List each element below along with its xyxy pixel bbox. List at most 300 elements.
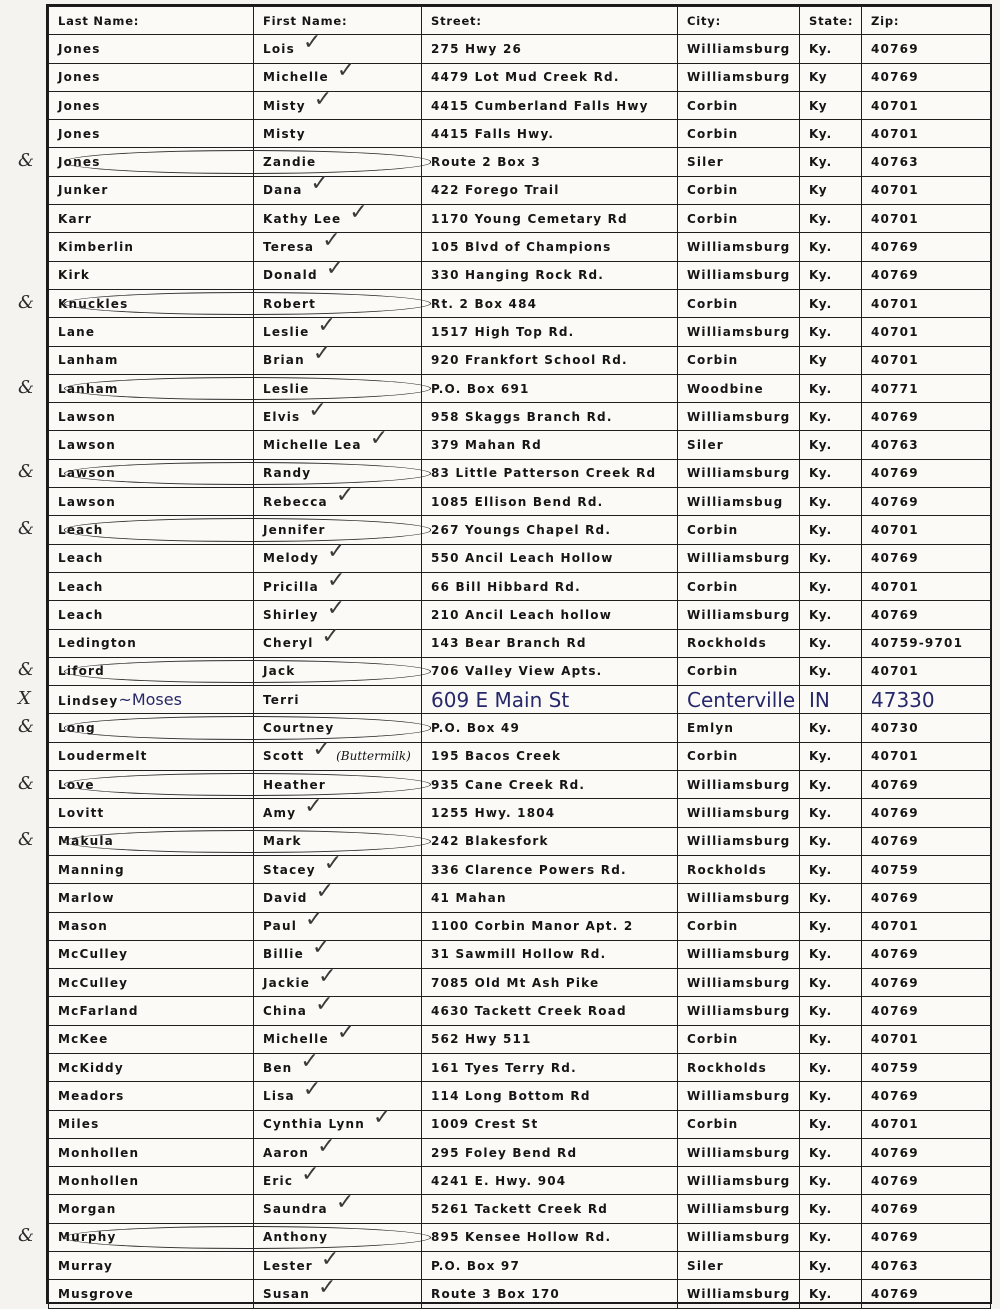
roster-body (49, 29, 991, 1308)
zip-text: 40769 (871, 947, 919, 962)
state-cell (800, 488, 862, 516)
checkmark-icon: ✓ (326, 595, 347, 621)
last-name-cell (49, 289, 254, 317)
checkmark-icon: ✓ (317, 312, 338, 338)
checkmark-icon: ✓ (335, 1190, 356, 1216)
last-name-text: Karr (58, 211, 93, 226)
margin-initial-mark: & (18, 291, 35, 313)
first-name-cell (254, 58, 422, 91)
zip-text: 40769 (871, 607, 919, 622)
last-name-cell (49, 35, 254, 63)
zip-text: 47330 (871, 687, 935, 712)
first-name-cell (254, 374, 422, 402)
zip-cell (862, 63, 991, 91)
street-cell (422, 884, 678, 912)
city-cell (678, 403, 800, 431)
first-name-cell (254, 771, 422, 799)
city-text: Williamsburg (687, 409, 791, 424)
street-cell (422, 120, 678, 148)
street-text: 920 Frankfort School Rd. (431, 353, 628, 368)
last-name-text: Long (58, 721, 96, 736)
first-name-cell (254, 312, 422, 346)
street-text: 379 Mahan Rd (431, 438, 542, 453)
state-cell (800, 289, 862, 317)
state-text: Ky. (809, 947, 833, 962)
first-name-text: Aaron (263, 1145, 310, 1160)
checkmark-icon: ✓ (311, 935, 332, 961)
zip-cell (862, 431, 991, 459)
table-row (49, 714, 991, 742)
street-cell (422, 431, 678, 459)
last-name-text: Makula (58, 834, 114, 849)
last-name-text: Lawson (58, 409, 116, 424)
street-cell (422, 940, 678, 968)
first-name-cell (254, 1048, 422, 1081)
header-state: State: (800, 7, 862, 35)
state-cell (800, 261, 862, 289)
checkmark-icon: ✓ (302, 29, 323, 55)
street-cell (422, 176, 678, 204)
table-row (49, 771, 991, 799)
city-text: Siler (687, 1258, 724, 1273)
zip-cell (862, 714, 991, 742)
last-name-cell (49, 997, 254, 1025)
roster-table (48, 6, 991, 1309)
state-text: Ky. (809, 155, 833, 170)
last-name-cell (49, 799, 254, 827)
last-name-text: Manning (58, 862, 125, 877)
last-name-text: Leach (58, 551, 104, 566)
zip-text: 40769 (871, 466, 919, 481)
last-name-text: McKiddy (58, 1060, 124, 1075)
state-text: Ky. (809, 805, 833, 820)
street-cell (422, 1110, 678, 1138)
city-text: Williamsburg (687, 1145, 791, 1160)
checkmark-icon: ✓ (313, 86, 334, 112)
first-name-cell (254, 256, 422, 289)
city-text: Corbin (687, 749, 739, 764)
city-text: Williamsburg (687, 890, 791, 905)
first-name-text: Brian (263, 353, 305, 368)
state-text: Ky. (809, 409, 833, 424)
state-text: Ky. (809, 749, 833, 764)
city-cell (678, 1252, 800, 1280)
last-name-cell (49, 403, 254, 431)
table-row (49, 233, 991, 261)
checkmark-icon: ✓ (301, 1161, 321, 1187)
zip-cell (862, 997, 991, 1025)
checkmark-icon: ✓ (315, 992, 335, 1018)
last-name-cell (49, 63, 254, 91)
state-cell (800, 686, 862, 714)
city-text: Woodbine (687, 381, 764, 396)
street-text: 5261 Tackett Creek Rd (431, 1202, 609, 1217)
first-name-cell (254, 1190, 422, 1223)
last-name-text: Lawson (58, 466, 116, 481)
street-text: 4479 Lot Mud Creek Rd. (431, 70, 620, 85)
zip-text: 40701 (871, 749, 919, 764)
first-name-text: Leslie (263, 324, 310, 339)
roster-sheet (46, 4, 992, 1304)
city-cell (678, 657, 800, 685)
city-cell (678, 572, 800, 600)
margin-initial-mark: & (18, 659, 35, 681)
last-name-text: Jones (58, 70, 101, 85)
zip-cell (862, 940, 991, 968)
state-text: Ky. (809, 919, 833, 934)
state-text: IN (809, 687, 830, 712)
checkmark-icon: ✓ (336, 58, 357, 84)
street-text: 4415 Cumberland Falls Hwy (431, 98, 649, 113)
state-text: Ky. (809, 268, 833, 283)
first-name-text: China (263, 1004, 308, 1019)
city-cell (678, 1053, 800, 1081)
zip-cell (862, 488, 991, 516)
city-cell (678, 997, 800, 1025)
street-text: 562 Hwy 511 (431, 1032, 532, 1047)
state-text: Ky. (809, 777, 833, 792)
state-cell (800, 912, 862, 940)
state-cell (800, 827, 862, 855)
city-text: Siler (687, 155, 724, 170)
street-text: P.O. Box 97 (431, 1258, 521, 1273)
city-cell (678, 318, 800, 346)
state-text: Ky. (809, 240, 833, 255)
state-text: Ky. (809, 834, 833, 849)
last-name-cell (49, 771, 254, 799)
last-name-cell (49, 148, 254, 176)
first-name-cell (254, 1020, 422, 1053)
zip-cell (862, 629, 991, 657)
header-zip: Zip: (862, 7, 991, 35)
last-name-cell (49, 431, 254, 459)
street-cell (422, 997, 678, 1025)
street-text: 4630 Tackett Creek Road (431, 1004, 627, 1019)
street-text: 1009 Crest St (431, 1117, 539, 1132)
last-name-text: Knuckles (58, 296, 129, 311)
last-name-cell (49, 969, 254, 997)
zip-text: 40769 (871, 834, 919, 849)
city-text: Williamsburg (687, 466, 791, 481)
street-cell (422, 544, 678, 572)
city-text: Williamsburg (687, 1088, 791, 1103)
street-cell (422, 374, 678, 402)
last-name-text: Jones (58, 41, 101, 56)
checkmark-icon: ✓ (312, 737, 333, 763)
street-text: 83 Little Patterson Creek Rd (431, 466, 657, 481)
street-text: 1517 High Top Rd. (431, 324, 575, 339)
state-cell (800, 997, 862, 1025)
first-name-cell (254, 426, 422, 459)
city-cell (678, 969, 800, 997)
street-text: 242 Blakesfork (431, 834, 549, 849)
city-cell (678, 516, 800, 544)
last-name-text: Jones (58, 126, 101, 141)
first-name-text: Randy (263, 466, 312, 481)
city-cell (678, 799, 800, 827)
state-text: Ky. (809, 438, 833, 453)
zip-cell (862, 205, 991, 233)
zip-cell (862, 1110, 991, 1138)
first-name-text: Kathy Lee (263, 211, 342, 226)
state-cell (800, 63, 862, 91)
street-text: 958 Skaggs Branch Rd. (431, 409, 613, 424)
table-row (49, 35, 991, 63)
zip-cell (862, 969, 991, 997)
zip-text: 40701 (871, 919, 919, 934)
zip-text: 40701 (871, 296, 919, 311)
state-text: Ky (809, 183, 828, 198)
margin-initial-mark: & (18, 829, 35, 851)
table-row (49, 799, 991, 827)
first-name-cell (254, 624, 422, 657)
last-name-text: McKee (58, 1032, 109, 1047)
checkmark-icon: ✓ (349, 199, 370, 225)
first-name-cell (254, 289, 422, 317)
city-cell (678, 912, 800, 940)
city-text: Corbin (687, 919, 739, 934)
first-name-text: Misty (263, 126, 306, 141)
state-text: Ky. (809, 1117, 833, 1132)
state-cell (800, 1025, 862, 1053)
last-name-text: Lawson (58, 494, 116, 509)
checkmark-icon: ✓ (302, 1076, 323, 1102)
first-name-text: Michelle (263, 70, 329, 85)
first-name-text: Pricilla (263, 579, 319, 594)
checkmark-icon: ✓ (315, 878, 336, 904)
last-name-cell (49, 488, 254, 516)
last-name-text: Monhollen (58, 1173, 140, 1188)
last-name-cell (49, 884, 254, 912)
state-cell (800, 544, 862, 572)
last-name-text: Lane (58, 324, 96, 339)
zip-cell (862, 544, 991, 572)
zip-cell (862, 1252, 991, 1280)
city-text: Williamsburg (687, 805, 791, 820)
street-cell (422, 1252, 678, 1280)
street-text: 7085 Old Mt Ash Pike (431, 975, 600, 990)
zip-text: 40769 (871, 551, 919, 566)
zip-cell (862, 884, 991, 912)
first-name-text: Terri (263, 692, 300, 707)
last-name-cell (49, 1195, 254, 1223)
street-cell (422, 488, 678, 516)
zip-text: 40769 (871, 1088, 919, 1103)
state-cell (800, 940, 862, 968)
street-cell (422, 148, 678, 176)
street-text: 895 Kensee Hollow Rd. (431, 1230, 612, 1245)
zip-text: 40701 (871, 98, 919, 113)
city-cell (678, 148, 800, 176)
street-text: 706 Valley View Apts. (431, 664, 603, 679)
street-text: 1100 Corbin Manor Apt. 2 (431, 919, 634, 934)
table-row (49, 1167, 991, 1195)
city-text: Williamsburg (687, 975, 791, 990)
zip-text: 40701 (871, 664, 919, 679)
zip-text: 40769 (871, 1145, 919, 1160)
state-text: Ky. (809, 1088, 833, 1103)
zip-cell (862, 1025, 991, 1053)
last-name-cell (49, 544, 254, 572)
city-cell (678, 1223, 800, 1251)
first-name-text: Paul (263, 919, 298, 934)
street-text: P.O. Box 691 (431, 381, 530, 396)
street-text: 4241 E. Hwy. 904 (431, 1173, 567, 1188)
zip-text: 40769 (871, 1230, 919, 1245)
last-name-cell (49, 601, 254, 629)
street-cell (422, 629, 678, 657)
first-name-cell (254, 120, 422, 148)
table-row (49, 827, 991, 855)
city-text: Corbin (687, 183, 739, 198)
first-name-text: Cynthia Lynn (263, 1117, 365, 1132)
state-text: Ky. (809, 664, 833, 679)
header-street: Street: (422, 7, 678, 35)
header-first-name: First Name: (254, 7, 422, 35)
state-text: Ky. (809, 522, 833, 537)
street-text: 295 Foley Bend Rd (431, 1145, 578, 1160)
city-text: Corbin (687, 296, 739, 311)
first-name-text: Susan (263, 1287, 310, 1301)
first-name-text: Lisa (263, 1088, 295, 1103)
city-text: Williamsburg (687, 41, 791, 56)
zip-cell (862, 1053, 991, 1081)
city-text: Corbin (687, 98, 739, 113)
last-name-text: Murray (58, 1258, 114, 1273)
state-cell (800, 1195, 862, 1223)
header-last-name: Last Name: (49, 7, 254, 35)
first-name-note: (Buttermilk) (336, 749, 411, 764)
table-row (49, 884, 991, 912)
last-name-text: Junker (58, 183, 109, 198)
city-text: Emlyn (687, 721, 735, 736)
street-text: 4415 Falls Hwy. (431, 126, 555, 141)
last-name-text: Love (58, 777, 95, 792)
checkmark-icon: ✓ (326, 567, 347, 593)
state-cell (800, 629, 862, 657)
first-name-text: Lois (263, 41, 295, 56)
city-text: Corbin (687, 579, 739, 594)
street-cell (422, 91, 678, 119)
city-text: Williamsburg (687, 1230, 791, 1245)
state-cell (800, 516, 862, 544)
city-text: Corbin (687, 353, 739, 368)
zip-text: 40769 (871, 777, 919, 792)
zip-text: 40701 (871, 183, 919, 198)
table-row (49, 1025, 991, 1053)
city-text: Williamsburg (687, 70, 791, 85)
state-cell (800, 1082, 862, 1110)
last-name-cell (49, 657, 254, 685)
last-name-cell (49, 1025, 254, 1053)
last-name-cell (49, 1110, 254, 1138)
city-text: Corbin (687, 664, 739, 679)
street-text: 267 Youngs Chapel Rd. (431, 522, 612, 537)
first-name-text: Cheryl (263, 636, 314, 651)
street-cell (422, 1280, 678, 1308)
checkmark-icon: ✓ (317, 1133, 337, 1159)
state-cell (800, 657, 862, 685)
city-cell (678, 1025, 800, 1053)
table-row (49, 459, 991, 487)
table-row (49, 403, 991, 431)
state-cell (800, 714, 862, 742)
first-name-text: Elvis (263, 409, 301, 424)
table-row (49, 1223, 991, 1251)
state-text: Ky. (809, 41, 833, 56)
zip-cell (862, 686, 991, 714)
state-text: Ky. (809, 551, 833, 566)
city-cell (678, 459, 800, 487)
last-name-text: Kimberlin (58, 240, 135, 255)
last-name-text: Liford (58, 664, 105, 679)
city-text: Williamsburg (687, 324, 791, 339)
zip-cell (862, 1195, 991, 1223)
state-cell (800, 431, 862, 459)
table-row (49, 742, 991, 770)
state-cell (800, 374, 862, 402)
zip-text: 40769 (871, 805, 919, 820)
first-name-cell (254, 86, 422, 119)
street-text: 609 E Main St (431, 687, 570, 712)
zip-text: 40759-9701 (871, 636, 964, 651)
checkmark-icon: ✓ (325, 256, 346, 282)
street-cell (422, 205, 678, 233)
last-name-text: Mason (58, 919, 108, 934)
last-name-text: Jones (58, 98, 101, 113)
state-cell (800, 742, 862, 770)
zip-text: 40701 (871, 353, 919, 368)
first-name-text: Stacey (263, 862, 316, 877)
city-text: Williamsburg (687, 947, 791, 962)
last-name-text: Lindsey (58, 694, 119, 709)
table-row (49, 205, 991, 233)
state-cell (800, 346, 862, 374)
state-text: Ky. (809, 862, 833, 877)
state-text: Ky. (809, 636, 833, 651)
last-name-cell (49, 176, 254, 204)
zip-text: 40769 (871, 1202, 919, 1217)
state-cell (800, 205, 862, 233)
zip-cell (862, 176, 991, 204)
checkmark-icon: ✓ (372, 1105, 393, 1131)
first-name-text: Melody (263, 551, 320, 566)
zip-cell (862, 1138, 991, 1166)
city-cell (678, 1167, 800, 1195)
street-text: 550 Ancil Leach Hollow (431, 551, 614, 566)
margin-initial-mark: & (18, 461, 35, 483)
table-row (49, 148, 991, 176)
city-cell (678, 176, 800, 204)
city-cell (678, 91, 800, 119)
city-cell (678, 1195, 800, 1223)
zip-cell (862, 657, 991, 685)
first-name-cell (254, 793, 422, 827)
street-cell (422, 346, 678, 374)
first-name-cell (254, 148, 422, 176)
table-row (49, 629, 991, 657)
last-name-cell (49, 686, 254, 714)
first-name-cell (254, 907, 422, 940)
zip-text: 40701 (871, 211, 919, 226)
state-text: Ky. (809, 890, 833, 905)
zip-cell (862, 233, 991, 261)
last-name-cell (49, 1280, 254, 1308)
city-cell (678, 940, 800, 968)
city-cell (678, 544, 800, 572)
zip-text: 40701 (871, 522, 919, 537)
last-name-text: Loudermelt (58, 749, 148, 764)
